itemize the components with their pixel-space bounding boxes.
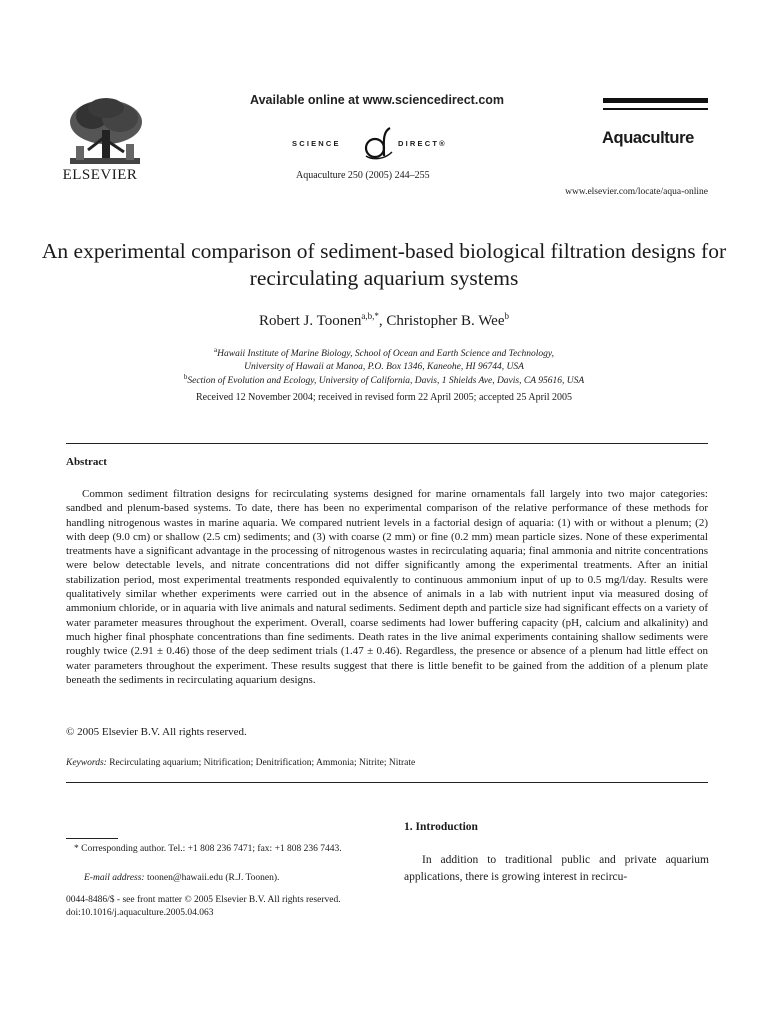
journal-bar-thin [603,108,708,110]
affiliation-marker: a [214,346,218,354]
journal-url-link[interactable]: www.elsevier.com/locate/aqua-online [565,187,708,197]
footnote-divider [66,838,118,839]
available-online-text[interactable]: Available online at www.sciencedirect.com [250,93,505,107]
abstract-copyright: © 2005 Elsevier B.V. All rights reserved. [66,726,247,738]
keywords-line [66,758,708,768]
author-separator: , [378,313,387,329]
elsevier-tree-logo-icon [62,96,148,170]
publisher-name: ELSEVIER [62,167,138,183]
affiliation-b [60,371,708,388]
journal-citation: Aquaculture 250 (2005) 244–255 [296,170,430,181]
abstract-heading: Abstract [66,456,107,468]
author-affiliation-marker: b [504,311,509,321]
journal-name-logo: Aquaculture [602,129,694,147]
introduction-body: In addition to traditional public and private aquarium applications, there is growing interest in recircu- [404,854,709,883]
author-name[interactable]: Robert J. Toonen [258,313,362,329]
sciencedirect-logo [292,128,482,162]
affiliation-text: Section of Evolution and Ecology, University of California, Davis, 1 Shields Ave, Davis, CA 95616, USA [187,376,585,387]
abstract-body: Common sediment filtration designs for recirculating systems designed for marine ornamentals fall largely into two major categories: sandbed and plenum-based systems. To date, there has been no experimental comparison of the relative performance of these methods for handling nitrogenous wastes in marine aquaria. We compared nutrient levels in a factorial design of aquaria: (1) with or without a plenum; (2) with deep (9.0 cm) or shallow (2.5 cm) sediments; and (3) with coarse (2 mm) or fine (0.2 mm) mean particle sizes. None of these experimental treatments have a significant advantage in the processing of nitrogenous wastes in recirculating aquaria; final ammonia and nitrite concentrations were below detectable levels, and nitrate concentrations did not differ significantly among the experimental treatments. After an initial stabilization period, most experimental treatments responded equivalently to continuous ammonium input of up to 0.5 mg/l/day. Results were qualitatively similar whether experiments were carried out in the absence of animals in a lab with nutrient input via measured dosing of ammonium chloride, or in aquaria with live animals and natural sediments. Sediment depth and particle size had significant effects on a variety of water parameter measures throughout the experiment. Overall, coarse sediments had lower buffering capacity (pH, calcium and alkalinity) and much higher final phosphate concentrations than fine sediments. Death rates in the live animal experiments containing shallow sediments were roughly twice (2.91 ± 0.46) those of the deep sediment trials (1.47 ± 0.46). Regardless, the presence or absence of a plenum had little effect on water parameters throughout the experiment. These results suggest that there is little benefit to be gained from the addition of a plenum plate beneath the sediments in recirculating aquarium designs. [66,488,708,686]
doi-link[interactable]: doi:10.1016/j.aquaculture.2005.04.063 [66,908,214,918]
sciencedirect-d-icon [358,126,398,162]
author-name[interactable]: Christopher B. Wee [386,313,505,329]
keywords-label: Keywords: [66,758,107,768]
issn-line: 0044-8486/$ - see front matter © 2005 Elsevier B.V. All rights reserved. [66,895,341,905]
affiliation-text: University of Hawaii at Manoa, P.O. Box 1346, Kaneohe, HI 96744, USA [244,362,524,373]
author-affiliation-marker: a,b,* [361,311,379,321]
affiliation-a [60,344,708,374]
email-label: E-mail address: [84,873,145,883]
article-title: An experimental comparison of sediment-based biological filtration designs for recirculating aquarium systems [41,239,727,290]
author-list [60,311,708,330]
corresponding-author-footnote: * Corresponding author. Tel.: +1 808 236 7471; fax: +1 808 236 7443. [74,844,342,854]
sciencedirect-logo-left: SCIENCE [292,139,341,148]
divider [66,782,708,783]
received-dates: Received 12 November 2004; received in revised form 22 April 2005; accepted 25 April 2005 [195,392,572,403]
journal-bar-thick [603,98,708,103]
affiliation-marker: b [183,373,188,381]
sciencedirect-logo-right: DIRECT® [398,139,447,148]
section-heading-introduction: 1. Introduction [404,821,478,833]
affiliation-text: Hawaii Institute of Marine Biology, School of Ocean and Earth Science and Technology, [217,349,554,360]
email-link[interactable]: toonen@hawaii.edu (R.J. Toonen). [146,873,280,883]
divider [66,443,708,444]
keywords-list: Recirculating aquarium; Nitrification; Denitrification; Ammonia; Nitrite; Nitrate [109,758,416,768]
email-footnote [84,872,384,885]
issn-doi-block [66,894,406,920]
